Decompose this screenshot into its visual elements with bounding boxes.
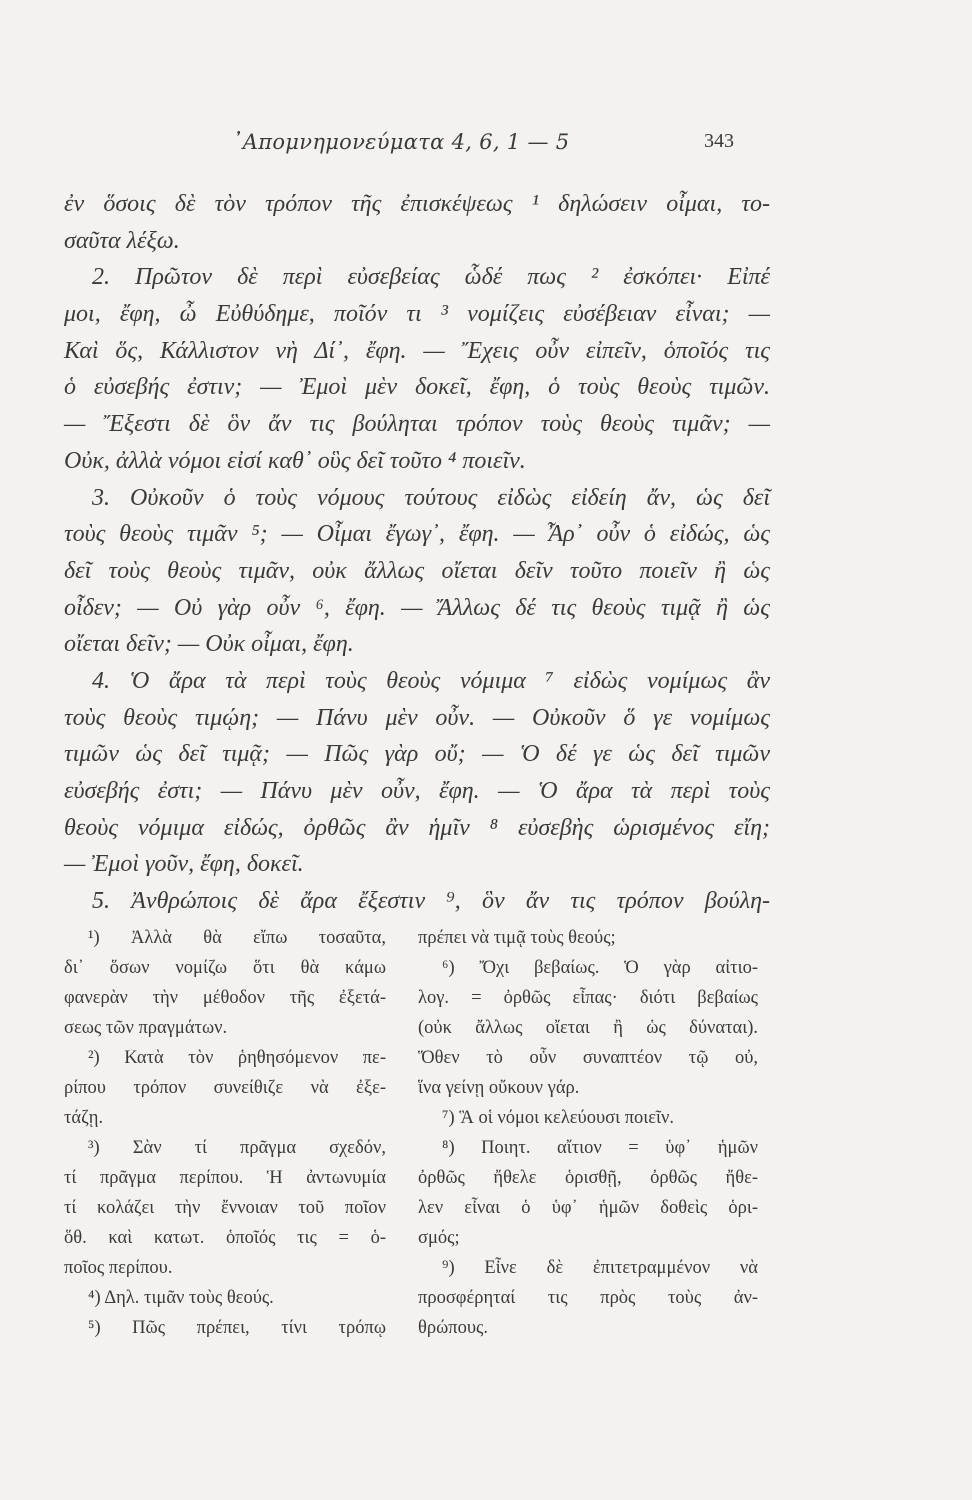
text-line: δεῖ τοὺς θεοὺς τιμᾶν, οὐκ ἄλλως οἴεται δεῖν τοῦτο ποιεῖν ἢ ὡς: [64, 557, 770, 584]
footnote-line: σμός;: [418, 1228, 460, 1248]
text-line: εὐσεβής ἐστι; — Πάνυ μὲν οὖν, ἔφη. — Ὁ ἄρα τὰ περὶ τοὺς: [64, 778, 770, 804]
text-line: — Ἔξεστι δὲ ὃν ἄν τις βούληται τρόπον τοὺς θεοὺς τιμᾶν; —: [64, 411, 770, 438]
text-line: οἴεται δεῖν; — Οὐκ οἶμαι, ἔφη.: [64, 631, 354, 658]
text-line: Καὶ ὅς, Κάλλιστον νὴ Δί᾿, ἔφη. — Ἔχεις οὖν εἰπεῖν, ὁποῖός τις: [64, 337, 770, 364]
text-line: μοι, ἔφη, ὦ Εὐθύδημε, ποῖόν τι ³ νομίζεις εὐσέβειαν εἶναι; —: [64, 301, 770, 328]
footnote-line: ὀρθῶς ἤθελε ὁρισθῇ, ὀρθῶς ἤθε-: [418, 1168, 758, 1188]
footnote-line: Ὅθεν τὸ οὖν συναπτέον τῷ οὐ,: [418, 1048, 758, 1068]
footnote-line: ⁶) Ὄχι βεβαίως. Ὁ γὰρ αἰτιο-: [442, 958, 758, 978]
footnote-line: ποῖος περίπου.: [64, 1258, 173, 1278]
footnote-line: ἵνα γείνῃ οὔκουν γάρ.: [418, 1078, 580, 1098]
text-line: 3. Οὐκοῦν ὁ τοὺς νόμους τούτους εἰδὼς εἰδείη ἄν, ὡς δεῖ: [92, 484, 770, 511]
footnote-line: φανερὰν τὴν μέθοδον τῆς ἐξετά-: [64, 988, 386, 1008]
footnote-line: δι᾿ ὅσων νομίζω ὅτι θὰ κάμω: [64, 958, 386, 978]
footnote-line: λεν εἶναι ὁ ὑφ᾿ ἡμῶν δοθεὶς ὁρι-: [418, 1198, 758, 1218]
footnote-line: ρίπου τρόπον συνείθιζε νὰ ἐξε-: [64, 1078, 386, 1098]
footnote-line: ³) Σὰν τί πρᾶγμα σχεδόν,: [88, 1138, 386, 1158]
footnote-line: προσφέρηταί τις πρὸς τοὺς ἀν-: [418, 1288, 758, 1308]
footnote-line: τί πρᾶγμα περίπου. Ἡ ἀντωνυμία: [64, 1168, 386, 1188]
text-line: θεοὺς νόμιμα εἰδώς, ὀρθῶς ἂν ἡμῖν ⁸ εὐσεβὴς ὡρισμένος εἴη;: [64, 814, 770, 841]
text-line: ἐν ὅσοις δὲ τὸν τρόπον τῆς ἐπισκέψεως ¹ δηλώσειν οἶμαι, το-: [64, 191, 770, 217]
text-line: τοὺς θεοὺς τιμᾶν ⁵; — Οἶμαι ἔγωγ᾿, ἔφη. — Ἆρ᾿ οὖν ὁ εἰδώς, ὡς: [64, 521, 770, 548]
text-line: τοὺς θεοὺς τιμῴη; — Πάνυ μὲν οὖν. — Οὐκοῦν ὅ γε νομίμως: [64, 704, 770, 731]
page-number: 343: [704, 130, 734, 152]
footnote-line: ⁵) Πῶς πρέπει, τίνι τρόπῳ: [88, 1318, 386, 1338]
text-line: — Ἐμοὶ γοῦν, ἔφη, δοκεῖ.: [64, 851, 304, 878]
page-header: [0, 130, 972, 162]
footnote-line: (οὐκ ἄλλως οἴεται ἢ ὡς δύναται).: [418, 1018, 758, 1038]
footnote-line: ¹) Ἀλλὰ θὰ εἴπω τοσαῦτα,: [88, 928, 386, 948]
text-line: ὁ εὐσεβής ἐστιν; — Ἐμοὶ μὲν δοκεῖ, ἔφη, ὁ τοὺς θεοὺς τιμῶν.: [64, 374, 770, 401]
footnotes-right-column: [418, 923, 758, 1343]
text-line: Οὐκ, ἀλλὰ νόμοι εἰσί καθ᾿ οὓς δεῖ τοῦτο ⁴ ποιεῖν.: [64, 447, 526, 474]
footnote-line: τί κολάζει τὴν ἔννοιαν τοῦ ποῖον: [64, 1198, 386, 1218]
text-line: 5. Ἀνθρώποις δὲ ἄρα ἔξεστιν ⁹, ὃν ἄν τις τρόπον βούλη-: [92, 888, 770, 915]
footnote-line: τάζῃ.: [64, 1108, 104, 1128]
footnote-line: λογ. = ὀρθῶς εἶπας· διότι βεβαίως: [418, 988, 758, 1008]
text-line: 4. Ὁ ἄρα τὰ περὶ τοὺς θεοὺς νόμιμα ⁷ εἰδὼς νομίμως ἂν: [92, 667, 770, 694]
text-line: οἶδεν; — Οὐ γὰρ οὖν ⁶, ἔφη. — Ἄλλως δέ τις θεοὺς τιμᾷ ἢ ὡς: [64, 594, 770, 621]
footnote-line: ὅθ. καὶ κατωτ. ὁποῖός τις = ὁ-: [64, 1228, 386, 1248]
text-line: 2. Πρῶτον δὲ περὶ εὐσεβείας ὧδέ πως ² ἐσκόπει· Εἰπέ: [92, 264, 770, 291]
main-text: [64, 186, 770, 920]
text-line: σαῦτα λέξω.: [64, 227, 180, 254]
footnote-line: ⁷) Ἃ οἱ νόμοι κελεύουσι ποιεῖν.: [442, 1108, 675, 1128]
footnote-line: ²) Κατὰ τὸν ῥηθησόμενον πε-: [88, 1048, 386, 1068]
footnote-line: ⁹) Εἶνε δὲ ἐπιτετραμμένον νὰ: [442, 1258, 758, 1278]
text-line: τιμῶν ὡς δεῖ τιμᾷ; — Πῶς γὰρ οὔ; — Ὁ δέ γε ὡς δεῖ τιμῶν: [64, 741, 770, 768]
footnotes-left-column: [64, 923, 386, 1343]
footnote-line: πρέπει νὰ τιμᾷ τοὺς θεούς;: [418, 928, 616, 948]
footnote-line: ⁴) Δηλ. τιμᾶν τοὺς θεούς.: [88, 1288, 274, 1308]
footnote-line: σεως τῶν πραγμάτων.: [64, 1018, 228, 1038]
footnote-line: θρώπους.: [418, 1318, 488, 1338]
footnote-line: ⁸) Ποιητ. αἴτιον = ὑφ᾿ ἡμῶν: [442, 1138, 758, 1158]
running-title: ᾿Απομνημονεύματα 4, 6, 1 — 5: [232, 130, 570, 154]
